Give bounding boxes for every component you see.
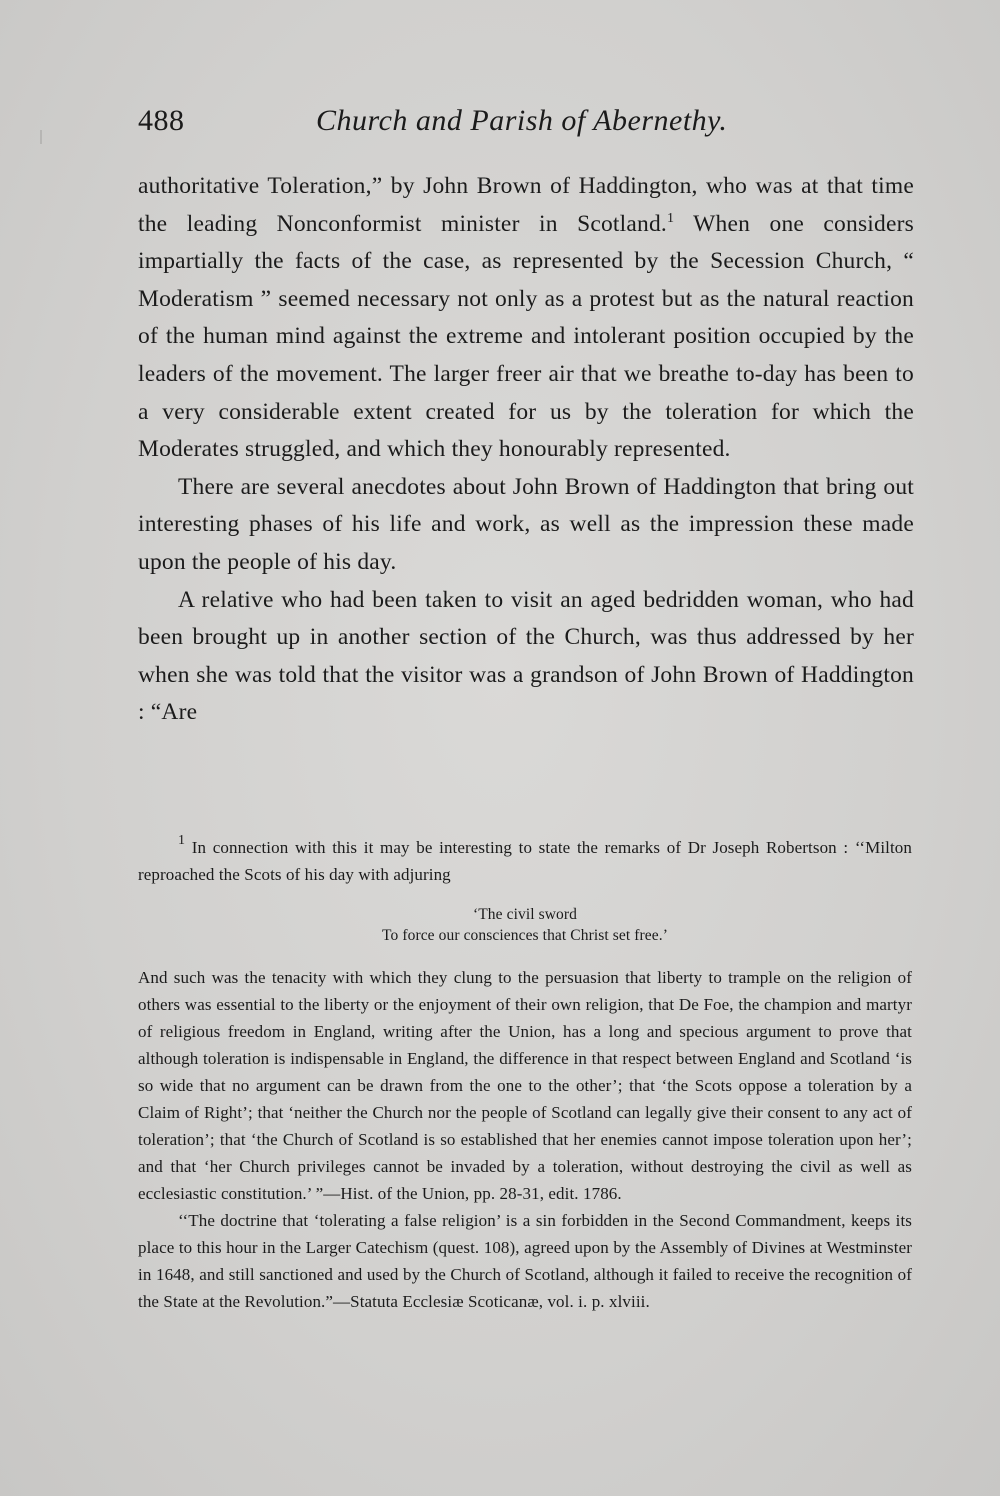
footnote-1-intro-text: In connection with this it may be interesting to state the remarks of Dr Joseph Robertson : ‘‘Milton reproached the Scots of his day with adjuring — [138, 838, 912, 884]
footnotes — [138, 834, 912, 1315]
quote-line-2: To force our consciences that Christ set free.’ — [382, 927, 668, 944]
paragraph-2: There are several anecdotes about John Brown of Haddington that bring out interesting phases of his life and work, as well as the impression these made upon the people of his day. — [138, 473, 914, 575]
page-number: 488 — [138, 104, 185, 137]
footnote-1-body: And such was the tenacity with which they clung to the persuasion that liberty to trample on the religion of others was essential to the liberty or the enjoyment of their own religion, that De Foe, the champion and martyr of religious freedom in England, writing after the Union, has a long and specious argument to prove that although toleration is indispensable in England, the difference in that respect between England and Scotland ‘is so wide that no argument can be drawn from the one to the other’; that ‘the Scots oppose a toleration by a Claim of Right’; that ‘neither the Church nor the people of Scotland can legally give their consent to any act of toleration’; that ‘the Church of Scotland is so established that her enemies cannot impose toleration upon her’; and that ‘her Church privileges cannot be invaded by a toleration, without destroying the civil as well as ecclesiastic constitution.’ ”—Hist. of the Union, pp. 28-31, edit. 1786. — [138, 968, 912, 1203]
running-title: Church and Parish of Abernethy. — [316, 104, 728, 137]
paragraph-1 — [138, 168, 914, 469]
paragraph-1-text-a: authoritative Toleration,” by John Brown of Haddington, who was at that time the leading Nonconformist minister in Scotland. — [138, 173, 914, 237]
main-text — [138, 168, 914, 732]
footnote-ref-1: 1 — [667, 210, 675, 226]
milton-quote — [138, 904, 912, 946]
quote-line-1: ‘The civil sword — [472, 906, 578, 923]
margin-mark — [40, 130, 42, 144]
paragraph-1-text-b: When one considers impartially the facts of the case, as represented by the Secession Church, “ Moderatism ” seemed necessary not only as a protest but as the natural reaction of the human mind against the extreme and intolerant position occupied by the leaders of the movement. The larger freer air that we breathe to-day has been to a very considerable extent created for us by the toleration for which the Moderates struggled, and which they honourably represented. — [138, 210, 914, 463]
page-header — [138, 104, 918, 154]
footnote-1-marker: 1 — [178, 833, 186, 848]
footnote-1-intro — [138, 834, 912, 888]
paragraph-3: A relative who had been taken to visit an aged bedridden woman, who had been brought up in another section of the Church, was thus addressed by her when she was told that the visitor was a grandson of John Brown of Haddington : “Are — [138, 586, 914, 726]
footnote-2: ‘‘The doctrine that ‘tolerating a false religion’ is a sin forbidden in the Second Commandment, keeps its place to this hour in the Larger Catechism (quest. 108), agreed upon by the Assembly of Divines at Westminster in 1648, and still sanctioned and used by the Church of Scotland, although it failed to receive the recognition of the State at the Revolution.”—Statuta Ecclesiæ Scoticanæ, vol. i. p. xlviii. — [138, 1211, 912, 1311]
